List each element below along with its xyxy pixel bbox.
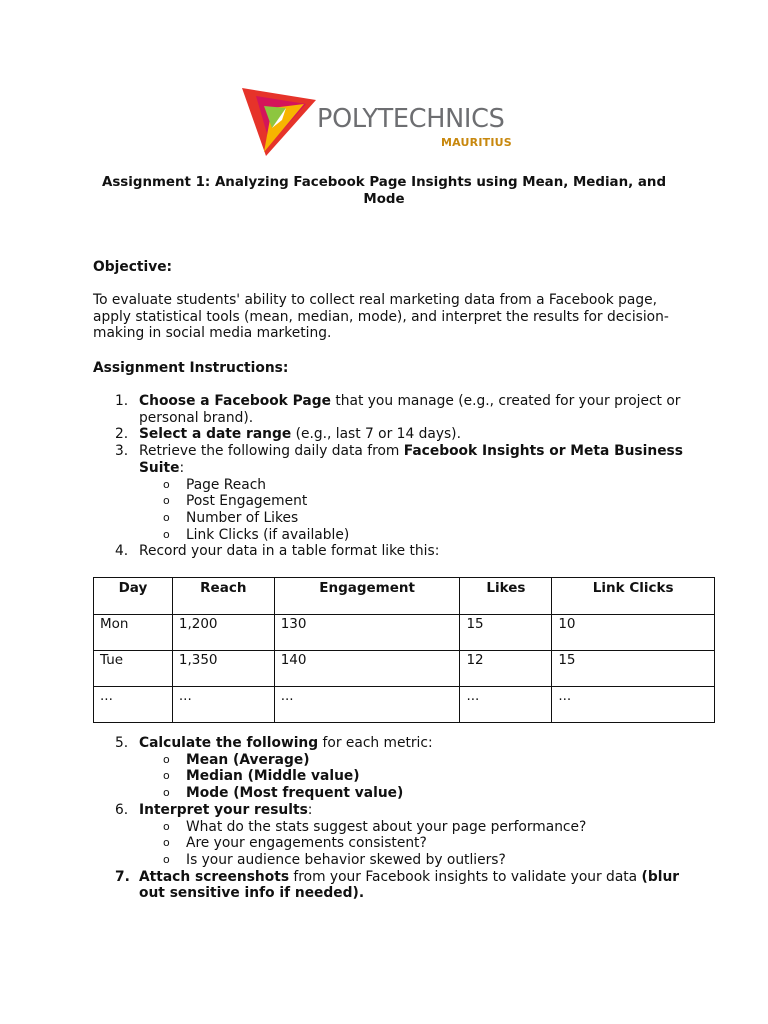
bullet-icon: o (163, 527, 170, 541)
table-row (94, 615, 715, 651)
table-header: Likes (460, 578, 552, 615)
bullet-icon: o (163, 786, 170, 800)
table-cell: ... (94, 687, 173, 723)
sub-list-item: o Link Clicks (if available) (163, 526, 350, 543)
polytechnics-logo (242, 86, 532, 160)
table-cell: 15 (460, 615, 552, 651)
objective-text: To evaluate students' ability to collect real marketing data from a Facebook page, apply statistical tools (mean, median, mode), and interpret the results for decision-making in social media marketing. (93, 292, 669, 342)
list-item: 6. Interpret your results: (115, 801, 313, 818)
bullet-icon: o (163, 769, 170, 783)
sub-list-item: o What do the stats suggest about your page performance? (163, 818, 587, 835)
sub-list-item: o Mode (Most frequent value) (163, 785, 404, 802)
logo-sub-text: MAURITIUS (441, 136, 512, 149)
table-cell: 12 (460, 651, 552, 687)
table-cell: Mon (94, 615, 173, 651)
sub-list-item: o Median (Middle value) (163, 768, 360, 785)
sub-list-item: o Page Reach (163, 476, 267, 493)
table-cell: Tue (94, 651, 173, 687)
table-cell: 130 (274, 615, 460, 651)
bullet-icon: o (163, 819, 170, 833)
list-item: 2. Select a date range (e.g., last 7 or 14 days). (115, 426, 461, 443)
assignment-title: Assignment 1: Analyzing Facebook Page Insights using Mean, Median, and Mode (101, 175, 667, 207)
sub-list-item: o Is your audience behavior skewed by outliers? (163, 851, 506, 868)
list-item: 5. Calculate the following for each metric: (115, 735, 433, 751)
table-row (94, 651, 715, 687)
table-header: Day (94, 578, 173, 615)
table-header: Engagement (274, 578, 460, 615)
table-cell: ... (552, 687, 715, 723)
list-item: 3. Retrieve the following daily data from Facebook Insights or Meta Business Suite: (115, 443, 683, 476)
bullet-icon: o (163, 477, 170, 491)
table-cell: ... (460, 687, 552, 723)
bullet-icon: o (163, 510, 170, 524)
objective-heading: Objective: (93, 259, 173, 275)
table-cell: ... (172, 687, 274, 723)
table-row (94, 687, 715, 723)
table-cell: 140 (274, 651, 460, 687)
list-item: 4. Record your data in a table format like this: (115, 543, 440, 560)
sub-list-item: o Mean (Average) (163, 751, 310, 768)
table-cell: 10 (552, 615, 715, 651)
bullet-icon: o (163, 852, 170, 866)
table-header-row (94, 578, 715, 615)
table-header: Reach (172, 578, 274, 615)
table-header: Link Clicks (552, 578, 715, 615)
bullet-icon: o (163, 752, 170, 766)
logo-brand-text: POLYTECHNICS (317, 104, 505, 134)
table-cell: 15 (552, 651, 715, 687)
instructions-heading: Assignment Instructions: (93, 360, 289, 376)
table-cell: 1,200 (172, 615, 274, 651)
instructions-list (93, 393, 693, 560)
sub-list-item: o Number of Likes (163, 509, 299, 526)
sub-list-item: o Are your engagements consistent? (163, 835, 427, 852)
list-item: 7. Attach screenshots from your Facebook insights to validate your data (blur out sensitive info if needed). (115, 868, 680, 902)
sub-list-item: o Post Engagement (163, 493, 308, 510)
steps-list (93, 735, 693, 902)
table-cell: 1,350 (172, 651, 274, 687)
list-item: 1. Choose a Facebook Page that you manage (e.g., created for your project or personal brand). (115, 393, 681, 426)
data-table (93, 577, 715, 723)
table-cell: ... (274, 687, 460, 723)
logo-triangle-icon (242, 86, 316, 160)
bullet-icon: o (163, 836, 170, 850)
bullet-icon: o (163, 494, 170, 508)
